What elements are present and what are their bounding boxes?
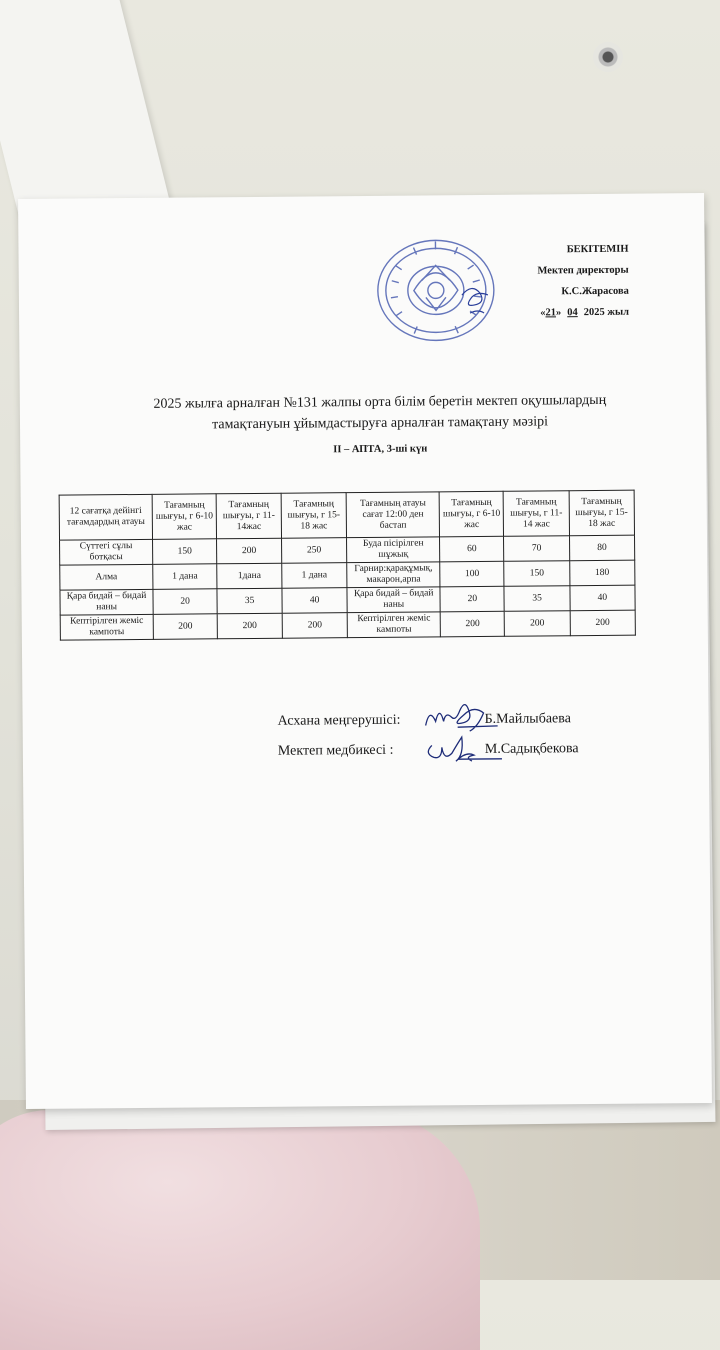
table-cell: 200 — [440, 611, 504, 637]
approval-heading: БЕКІТЕМІН — [566, 243, 629, 256]
header-cell: Тағамның шығуы, г 11-14 жас — [504, 491, 570, 537]
table-cell: Кептірілген жеміс кампоты — [60, 614, 153, 640]
header-cell: Тағамның шығуы, г 15-18 жас — [281, 493, 347, 539]
table-cell: Кептірілген жеміс кампоты — [347, 612, 440, 638]
table-cell: 200 — [505, 611, 570, 637]
table-cell: Қара бидай – бидай наны — [60, 589, 153, 615]
table-cell: 200 — [570, 610, 636, 636]
table-cell: 180 — [569, 560, 635, 586]
table-cell: 80 — [569, 535, 635, 561]
table-cell: 60 — [440, 536, 504, 562]
title-line-2: тамақтануын ұйымдастыруға арналған тамақтану мәзірі — [211, 414, 549, 433]
table-header-row — [59, 490, 634, 540]
signature-row-nurse — [278, 733, 678, 766]
header-cell: Тағамның шығуы, г 11-14жас — [216, 493, 281, 539]
approval-year: 2025 жыл — [583, 306, 630, 319]
table-cell: Гарнир:қарақұмық, макарон,арпа — [347, 562, 440, 588]
pink-cloth — [0, 1110, 480, 1350]
table-row — [60, 610, 635, 640]
table-cell: 20 — [153, 589, 217, 615]
menu-document — [18, 193, 712, 1109]
menu-table — [59, 490, 636, 641]
table-cell: 1 дана — [282, 563, 348, 589]
signature-block — [277, 703, 678, 766]
table-cell: Сүттегі сұлы ботқасы — [60, 539, 153, 565]
table-cell: 40 — [570, 585, 636, 611]
table-cell: 70 — [504, 536, 569, 562]
table-cell: 200 — [217, 613, 282, 639]
table-cell: 250 — [281, 538, 347, 564]
table-cell: 200 — [217, 538, 282, 564]
signature-name: М.Садықбекова — [484, 741, 579, 757]
table-cell: 150 — [504, 561, 569, 587]
signature-role: Асхана меңгерушісі: — [277, 712, 401, 729]
table-cell: 150 — [153, 539, 217, 565]
signature-name: Б.Майлыбаева — [484, 711, 571, 727]
official-seal-stamp — [373, 235, 504, 346]
header-cell: Тағамның атауы сағат 12:00 ден бастап — [346, 492, 439, 538]
table-cell: 200 — [153, 614, 217, 640]
signature-role: Мектеп медбикесі : — [277, 742, 394, 759]
table-cell: 1 дана — [153, 564, 217, 590]
table-cell: 40 — [282, 588, 348, 614]
table-cell: Алма — [60, 564, 153, 590]
header-cell: Тағамның шығуы, г 15-18 жас — [569, 490, 635, 536]
table-cell: 35 — [504, 586, 569, 612]
table-cell: 20 — [440, 586, 504, 612]
approval-day: 21 — [545, 307, 557, 319]
wall-socket-hole — [593, 42, 623, 72]
approval-date: «21» 04 2025 жыл — [489, 302, 629, 324]
header-cell: Тағамның шығуы, г 6-10 жас — [439, 491, 504, 537]
table-cell: Қара бидай – бидай наны — [347, 587, 440, 613]
header-cell: Тағамның шығуы, г 6-10 жас — [152, 494, 217, 540]
document-title — [80, 389, 680, 436]
table-cell: 100 — [440, 561, 504, 587]
approval-block — [488, 239, 629, 324]
table-cell: 200 — [282, 613, 348, 639]
approval-director: К.С.Жарасова — [561, 285, 629, 298]
title-line-1: 2025 жылға арналған №131 жалпы орта білім беретін мектеп оқушылардың — [153, 392, 607, 412]
header-cell: 12 сағатқа дейінгі тағамдардың атауы — [59, 494, 152, 540]
approval-month: 04 — [567, 307, 578, 319]
week-day-label: II – АПТА, 3-ші күн — [333, 443, 428, 456]
table-cell: 35 — [217, 588, 282, 614]
table-cell: Буда пісірілген шұжық — [347, 537, 440, 563]
table-cell: 1дана — [217, 563, 282, 589]
approval-position: Мектеп директоры — [537, 264, 629, 277]
